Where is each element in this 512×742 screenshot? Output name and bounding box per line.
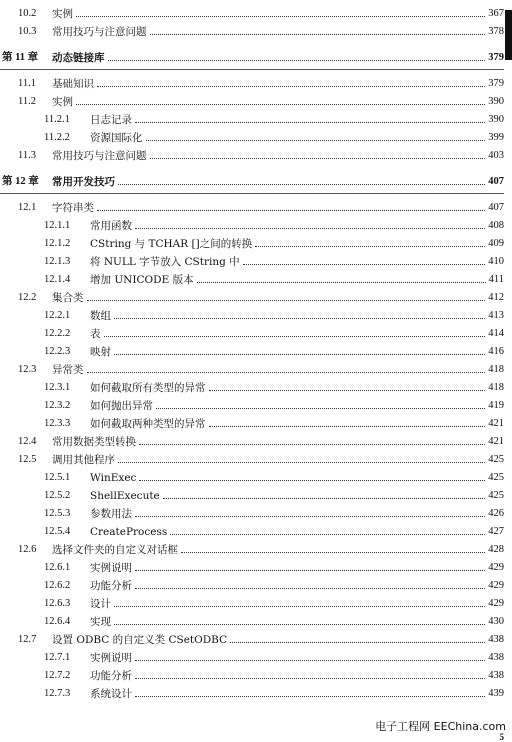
dot-leader [197, 282, 486, 283]
toc-entry[interactable] [18, 451, 504, 469]
toc-entry-page: 367 [488, 7, 504, 19]
toc-entry-page: 407 [488, 175, 504, 187]
toc-entry-page: 429 [488, 579, 504, 591]
toc-entry-page: 413 [488, 309, 504, 321]
dot-leader [170, 534, 485, 535]
toc-entry-number: 12.6.1 [44, 561, 71, 573]
toc-entry-number: 12.7.3 [44, 687, 71, 699]
toc-entry-page: 430 [488, 615, 504, 627]
toc-entry-title: 数组 [90, 309, 111, 322]
toc-entry[interactable] [18, 541, 504, 559]
toc-entry-title: 常用技巧与注意问题 [52, 149, 147, 162]
toc-entry-number: 12.5.3 [44, 507, 71, 519]
toc-entry-number: 11.1 [18, 77, 36, 89]
toc-entry[interactable] [44, 595, 504, 613]
toc-entry-number: 12.2.3 [44, 345, 71, 357]
toc-entry-number: 12.7.2 [44, 669, 71, 681]
toc-entry-page: 403 [488, 149, 504, 161]
toc-entry[interactable] [18, 147, 504, 165]
toc-entry-number: 12.5.1 [44, 471, 71, 483]
chapter-divider [0, 193, 504, 194]
toc-entry-number: 12.3.1 [44, 381, 71, 393]
dot-leader [135, 660, 485, 661]
dot-leader [108, 60, 486, 61]
toc-entry[interactable] [44, 649, 504, 667]
toc-entry[interactable] [18, 93, 504, 111]
toc-entry-title: 调用其他程序 [52, 453, 115, 466]
dot-leader [76, 16, 485, 17]
toc-entry-number: 12.5 [18, 453, 37, 465]
toc-entry[interactable] [44, 325, 504, 343]
toc-entry[interactable] [18, 23, 504, 41]
toc-entry-page: 421 [488, 435, 504, 447]
toc-entry-number: 12.1.2 [44, 237, 71, 249]
toc-entry-number: 10.2 [18, 7, 37, 19]
toc-entry-page: 428 [488, 543, 504, 555]
toc-entry[interactable] [44, 505, 504, 523]
toc-entry-number: 12.6.3 [44, 597, 71, 609]
toc-entry[interactable] [44, 129, 504, 147]
toc-entry-number: 第 12 章 [2, 175, 39, 187]
toc-entry-number: 10.3 [18, 25, 37, 37]
toc-entry[interactable] [18, 631, 504, 649]
toc-entry-title: 映射 [90, 345, 111, 358]
toc-entry-number: 12.4 [18, 435, 37, 447]
dot-leader [135, 122, 485, 123]
toc-entry-title: 实例说明 [90, 651, 132, 664]
toc-entry-number: 12.1 [18, 201, 37, 213]
toc-entry-title: 选择文件夹的自定义对话框 [52, 543, 178, 556]
dot-leader [230, 642, 485, 643]
toc-entry-title: 异常类 [52, 363, 84, 376]
dot-leader [135, 570, 485, 571]
toc-entry-title: 表 [90, 327, 101, 340]
toc-entry-title: 设计 [90, 597, 111, 610]
toc-entry-title: 如何抛出异常 [90, 399, 153, 412]
page-edge-tab [505, 10, 512, 60]
toc-entry-number: 12.6 [18, 543, 37, 555]
toc-entry-title: 常用函数 [90, 219, 132, 232]
toc-entry[interactable] [44, 523, 504, 541]
dot-leader [150, 34, 486, 35]
toc-entry-title: 资源国际化 [90, 131, 143, 144]
toc-entry-number: 12.2.1 [44, 309, 71, 321]
toc-entry[interactable] [44, 253, 504, 271]
toc-entry[interactable] [18, 199, 504, 217]
toc-entry-title: 实例 [52, 95, 73, 108]
toc-entry-page: 439 [488, 687, 504, 699]
toc-entry[interactable] [44, 343, 504, 361]
dot-leader [243, 264, 486, 265]
toc-entry-number: 11.2.1 [44, 113, 70, 125]
toc-entry-title: 常用技巧与注意问题 [52, 25, 147, 38]
chapter-divider [0, 69, 504, 70]
toc-entry-number: 12.1.3 [44, 255, 71, 267]
dot-leader [156, 408, 485, 409]
toc-entry[interactable] [44, 307, 504, 325]
toc-entry-title: 如何截取两种类型的异常 [90, 417, 206, 430]
toc-entry-number: 12.7 [18, 633, 37, 645]
toc-entry[interactable] [44, 235, 504, 253]
toc-entry-page: 378 [488, 25, 504, 37]
toc-entry-number: 12.6.2 [44, 579, 71, 591]
toc-entry-page: 421 [488, 417, 504, 429]
toc-entry-title: 功能分析 [90, 579, 132, 592]
dot-leader [209, 426, 486, 427]
toc-entry-page: 407 [488, 201, 504, 213]
dot-leader [76, 104, 485, 105]
toc-entry-page: 419 [488, 399, 504, 411]
toc-entry[interactable] [44, 397, 504, 415]
toc-entry-page: 412 [488, 291, 504, 303]
dot-leader [87, 372, 486, 373]
toc-entry-title: 增加 UNICODE 版本 [90, 273, 194, 286]
toc-entry-page: 418 [488, 381, 504, 393]
dot-leader [114, 624, 485, 625]
toc-entry-page: 408 [488, 219, 504, 231]
toc-entry-title: 集合类 [52, 291, 84, 304]
toc-entry-title: 系统设计 [90, 687, 132, 700]
toc-entry-title: 参数用法 [90, 507, 132, 520]
toc-entry[interactable] [44, 111, 504, 129]
toc-entry[interactable] [44, 379, 504, 397]
toc-entry[interactable] [18, 361, 504, 379]
toc-entry[interactable] [44, 217, 504, 235]
toc-entry[interactable] [44, 577, 504, 595]
dot-leader [135, 678, 485, 679]
toc-entry-number: 12.6.4 [44, 615, 71, 627]
dot-leader [163, 498, 485, 499]
toc-entry-page: 427 [488, 525, 504, 537]
dot-leader [181, 552, 485, 553]
toc-entry[interactable] [44, 613, 504, 631]
toc-entry-title: 常用开发技巧 [52, 175, 115, 188]
toc-entry-page: 425 [488, 471, 504, 483]
toc-entry-number: 12.7.1 [44, 651, 71, 663]
toc-entry-page: 409 [488, 237, 504, 249]
toc-entry-title: 基础知识 [52, 77, 94, 90]
dot-leader [118, 462, 485, 463]
toc-entry-title: 实现 [90, 615, 111, 628]
toc-entry[interactable] [44, 559, 504, 577]
dot-leader [104, 336, 486, 337]
toc-entry-title: 实例 [52, 7, 73, 20]
dot-leader [135, 588, 485, 589]
toc-entry-title: CString 与 TCHAR []之间的转换 [90, 237, 253, 250]
toc-entry-number: 11.2 [18, 95, 36, 107]
toc-entry-page: 379 [488, 51, 504, 63]
toc-entry-page: 438 [488, 633, 504, 645]
toc-entry-number: 第 11 章 [2, 51, 39, 63]
dot-leader [255, 246, 485, 247]
toc-entry-page: 379 [488, 77, 504, 89]
toc-entry-number: 12.3.2 [44, 399, 71, 411]
toc-entry-title: 将 NULL 字节放入 CString 中 [90, 255, 240, 268]
dot-leader [146, 140, 486, 141]
toc-entry-page: 416 [488, 345, 504, 357]
toc-entry[interactable] [44, 469, 504, 487]
toc-entry[interactable] [44, 667, 504, 685]
toc-entry-page: 411 [488, 273, 504, 285]
toc-entry-page: 390 [488, 113, 504, 125]
toc-entry-number: 12.2.2 [44, 327, 71, 339]
watermark-text: 电子工程网 EEChina.com [375, 720, 506, 733]
toc-entry-page: 410 [488, 255, 504, 267]
page-number: 5 [499, 732, 504, 742]
toc-entry-title: CreateProcess [90, 525, 168, 538]
toc-entry-page: 425 [488, 453, 504, 465]
toc-entry-number: 12.5.4 [44, 525, 71, 537]
dot-leader [135, 696, 485, 697]
dot-leader [135, 228, 485, 229]
toc-entry-title: WinExec [90, 471, 137, 484]
dot-leader [209, 390, 486, 391]
dot-leader [114, 318, 485, 319]
toc-entry[interactable] [18, 5, 504, 23]
toc-entry-number: 12.5.2 [44, 489, 71, 501]
toc-entry-title: 实例说明 [90, 561, 132, 574]
toc-entry[interactable] [44, 415, 504, 433]
toc-entry-title: ShellExecute [90, 489, 160, 502]
dot-leader [114, 606, 485, 607]
toc-entry[interactable] [44, 271, 504, 289]
toc-entry-number: 12.1.1 [44, 219, 71, 231]
dot-leader [97, 86, 485, 87]
toc-entry-number: 12.2 [18, 291, 37, 303]
toc-entry-page: 418 [488, 363, 504, 375]
toc-entry-title: 设置 ODBC 的自定义类 CSetODBC [52, 633, 228, 646]
dot-leader [139, 480, 485, 481]
dot-leader [118, 184, 485, 185]
dot-leader [139, 444, 485, 445]
toc-entry[interactable] [18, 75, 504, 93]
dot-leader [135, 516, 485, 517]
toc-entry[interactable] [44, 487, 504, 505]
toc-entry[interactable] [18, 289, 504, 307]
toc-entry-page: 399 [488, 131, 504, 143]
toc-entry-number: 12.3 [18, 363, 37, 375]
toc-chapter-entry[interactable] [2, 173, 504, 191]
toc-entry-title: 常用数据类型转换 [52, 435, 136, 448]
toc-chapter-entry[interactable] [2, 49, 504, 67]
dot-leader [87, 300, 486, 301]
dot-leader [114, 354, 485, 355]
dot-leader [97, 210, 485, 211]
toc-entry-page: 429 [488, 597, 504, 609]
toc-entry-number: 11.3 [18, 149, 36, 161]
toc-entry-page: 425 [488, 489, 504, 501]
toc-entry-page: 390 [488, 95, 504, 107]
toc-entry-page: 414 [488, 327, 504, 339]
toc-entry-title: 字符串类 [52, 201, 94, 214]
toc-entry-page: 438 [488, 651, 504, 663]
toc-entry-page: 426 [488, 507, 504, 519]
toc-entry-page: 438 [488, 669, 504, 681]
toc-entry-page: 429 [488, 561, 504, 573]
toc-entry-number: 12.3.3 [44, 417, 71, 429]
toc-entry-title: 功能分析 [90, 669, 132, 682]
toc-entry-number: 12.1.4 [44, 273, 71, 285]
toc-entry[interactable] [18, 433, 504, 451]
dot-leader [150, 158, 486, 159]
toc-entry-title: 动态链接库 [52, 51, 105, 64]
toc-entry-number: 11.2.2 [44, 131, 70, 143]
toc-entry[interactable] [44, 685, 504, 703]
toc-entry-title: 日志记录 [90, 113, 132, 126]
toc-entry-title: 如何截取所有类型的异常 [90, 381, 206, 394]
